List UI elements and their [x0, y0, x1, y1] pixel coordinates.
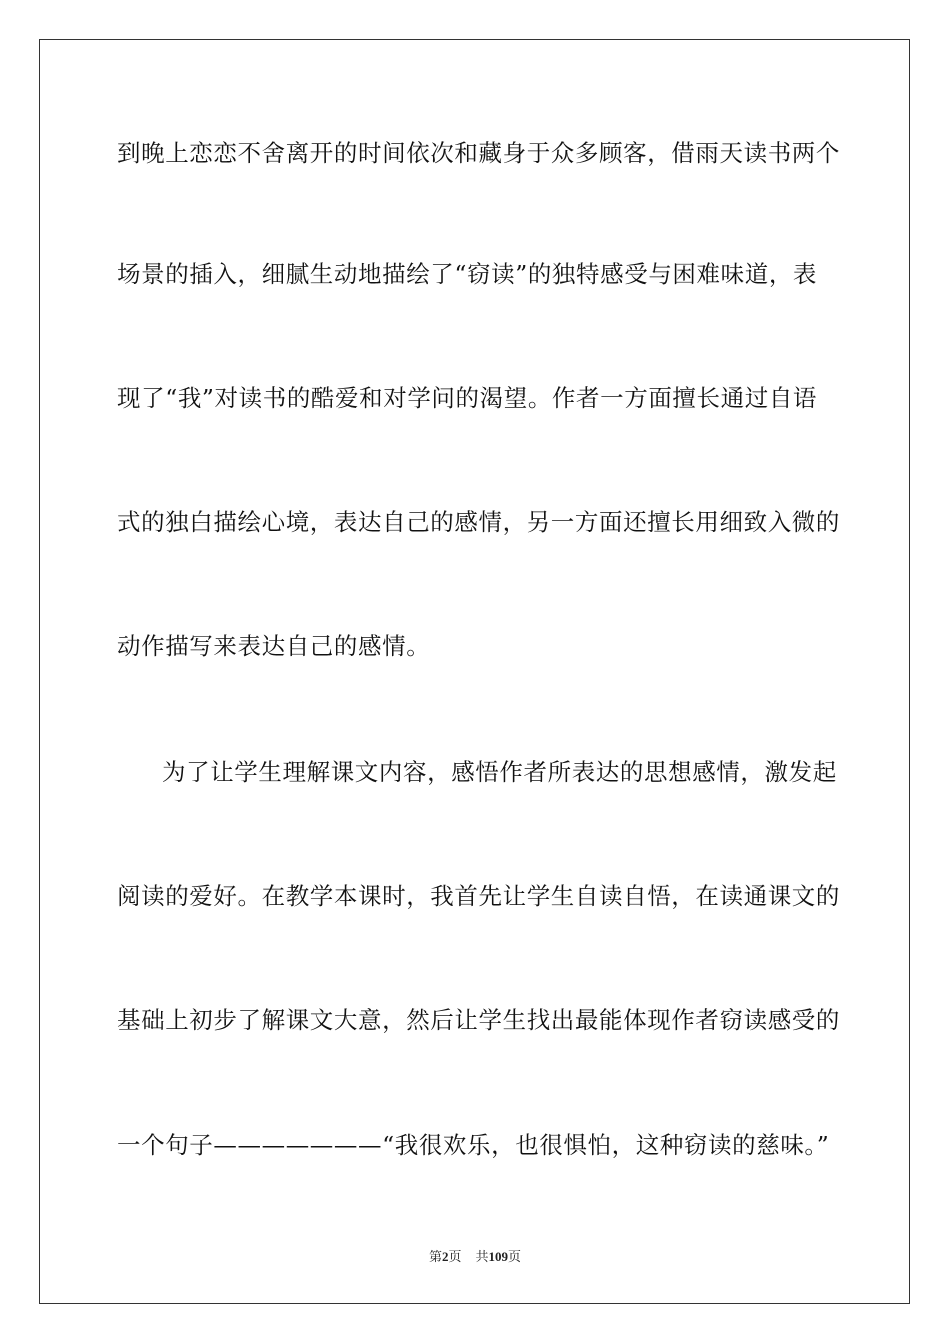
page-footer [0, 1248, 950, 1267]
body-line-5: 动作描写来表达自己的感情。 [117, 632, 431, 660]
body-line-1: 到晚上恋恋不舍离开的时间依次和藏身于众多顾客，借雨天读书两个 [117, 139, 840, 167]
body-line-2: 场景的插入，细腻生动地描绘了“窃读”的独特感受与困难味道，表 [117, 260, 818, 288]
footer-page-suffix: 页 [448, 1250, 462, 1265]
footer-total-pages: 109 [488, 1249, 509, 1264]
footer-page-prefix: 第 [428, 1250, 442, 1265]
body-line-8: 基础上初步了解课文大意，然后让学生找出最能体现作者窃读感受的 [117, 1006, 840, 1034]
body-line-4: 式的独白描绘心境，表达自己的感情，另一方面还擅长用细致入微的 [117, 508, 840, 536]
footer-total-prefix: 共 [475, 1250, 489, 1265]
body-line-9: 一个句子———————“我很欢乐，也很惧怕，这种窃读的慈味。” [117, 1131, 830, 1159]
body-line-6: 为了让学生理解课文内容，感悟作者所表达的思想感情，激发起 [162, 758, 837, 786]
body-line-7: 阅读的爱好。在教学本课时，我首先让学生自读自悟，在读通课文的 [117, 882, 840, 910]
page-border [39, 39, 910, 1304]
footer-page-number: 2 [441, 1249, 449, 1264]
body-line-3: 现了“我”对读书的酷爱和对学问的渴望。作者一方面擅长通过自语 [117, 384, 818, 412]
footer-total-suffix: 页 [508, 1250, 522, 1265]
